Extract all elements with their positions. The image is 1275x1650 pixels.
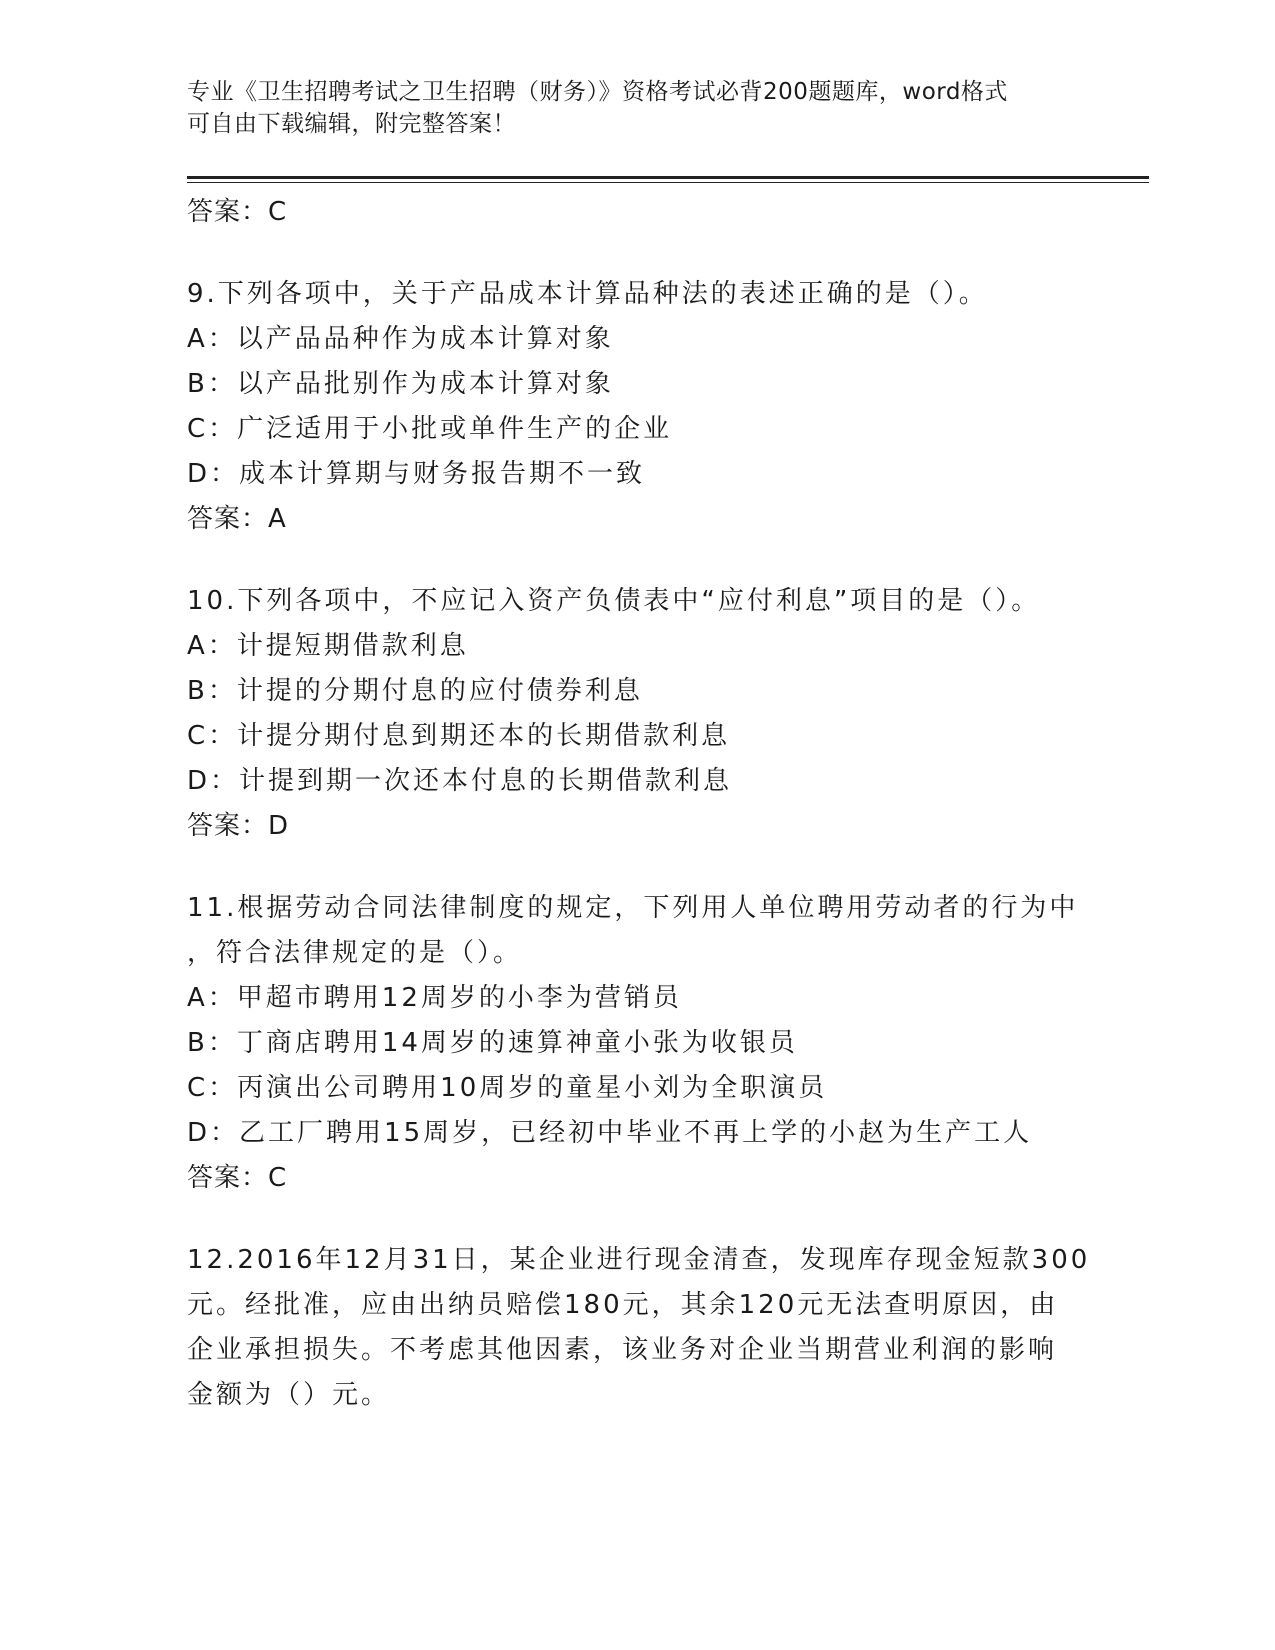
question-text: 10.下列各项中，不应记入资产负债表中“应付利息”项目的是（）。 [187, 586, 1041, 616]
question-block [187, 579, 1087, 848]
question-text: 12.2016年12月31日，某企业进行现金清查，发现库存现金短款300 [187, 1245, 1091, 1275]
answer-line: 答案：D [187, 811, 290, 841]
question-text-continued: 元。经批准，应由出纳员赔偿180元，其余120元无法查明原因，由 [187, 1290, 1059, 1320]
question-block [187, 1238, 1091, 1418]
question-block [187, 272, 1087, 541]
option-d: D：乙工厂聘用15周岁，已经初中毕业不再上学的小赵为生产工人 [187, 1118, 1033, 1148]
option-b: B：丁商店聘用14周岁的速算神童小张为收银员 [187, 1028, 798, 1058]
question-text-continued: ，符合法律规定的是（）。 [187, 938, 523, 968]
question-list [187, 190, 1091, 1418]
option-d: D：计提到期一次还本付息的长期借款利息 [187, 766, 733, 796]
option-a: A：以产品品种作为成本计算对象 [187, 324, 614, 354]
option-b: B：计提的分期付息的应付债券利息 [187, 676, 643, 706]
answer-line: 答案：C [187, 1163, 288, 1193]
option-c: C：计提分期付息到期还本的长期借款利息 [187, 721, 731, 751]
question-block [187, 886, 1087, 1200]
answer-line: 答案：A [187, 504, 287, 534]
question-text-continued: 企业承担损失。不考虑其他因素，该业务对企业当期营业利润的影响 [187, 1335, 1058, 1365]
header-line-2: 可自由下载编辑，附完整答案！ [187, 111, 516, 137]
header-rule-thick [187, 176, 1149, 179]
option-c: C：广泛适用于小批或单件生产的企业 [187, 414, 673, 444]
option-a: A：甲超市聘用12周岁的小李为营销员 [187, 983, 682, 1013]
question-text: 9.下列各项中，关于产品成本计算品种法的表述正确的是（）。 [187, 279, 988, 309]
option-c: C：丙演出公司聘用10周岁的童星小刘为全职演员 [187, 1073, 828, 1103]
header-rule-thin [187, 182, 1149, 183]
question-text: 11.根据劳动合同法律制度的规定，下列用人单位聘用劳动者的行为中 [187, 893, 1079, 923]
option-a: A：计提短期借款利息 [187, 631, 469, 661]
option-b: B：以产品批别作为成本计算对象 [187, 369, 614, 399]
option-d: D：成本计算期与财务报告期不一致 [187, 459, 646, 489]
question-text-continued: 金额为（）元。 [187, 1380, 391, 1410]
header-line-1: 专业《卫生招聘考试之卫生招聘（财务）》资格考试必背200题题库，word格式 [187, 79, 1008, 105]
document-header [187, 76, 1087, 140]
answer-line: 答案：C [187, 197, 288, 227]
